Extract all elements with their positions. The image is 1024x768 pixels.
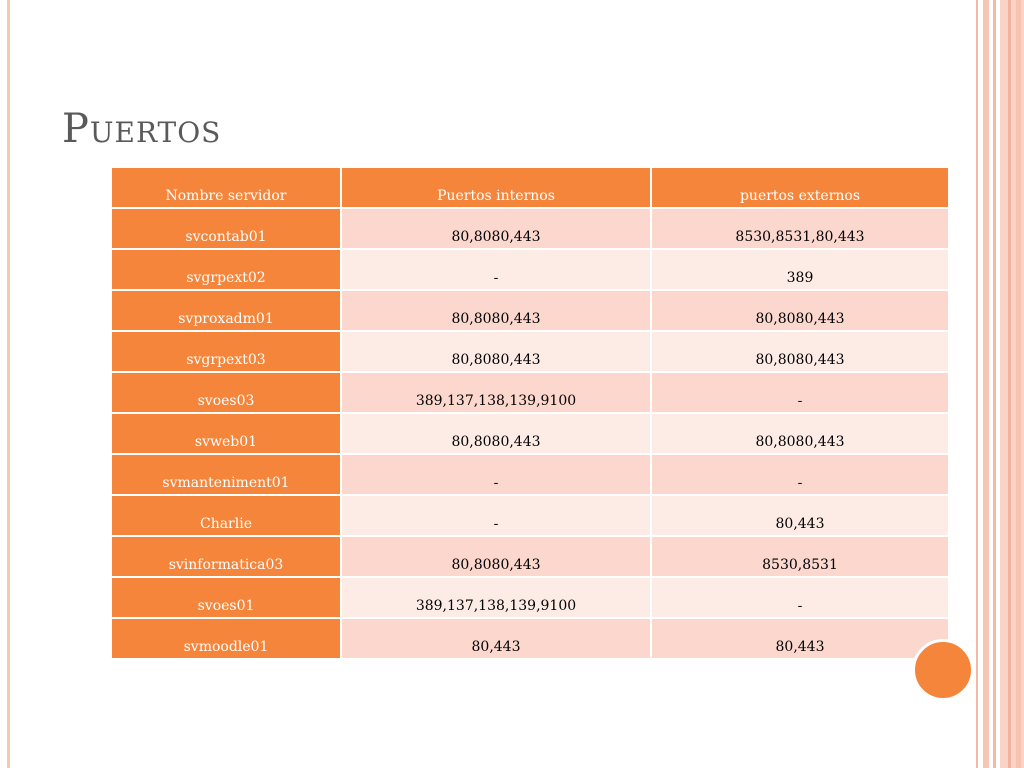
external-ports-cell: 80,8080,443 bbox=[651, 290, 949, 331]
table-row bbox=[111, 208, 949, 249]
internal-ports-cell: - bbox=[341, 249, 651, 290]
right-decorative-line bbox=[1016, 0, 1021, 768]
external-ports-cell: 389 bbox=[651, 249, 949, 290]
internal-ports-cell: 389,137,138,139,9100 bbox=[341, 577, 651, 618]
internal-ports-cell: - bbox=[341, 454, 651, 495]
slide-title: Puertos bbox=[62, 106, 222, 152]
internal-ports-cell: 80,8080,443 bbox=[341, 536, 651, 577]
external-ports-cell: 8530,8531,80,443 bbox=[651, 208, 949, 249]
right-decorative-line bbox=[983, 0, 989, 768]
server-name-cell: svmoodle01 bbox=[111, 618, 341, 659]
internal-ports-cell: 80,443 bbox=[341, 618, 651, 659]
external-ports-cell: 80,443 bbox=[651, 495, 949, 536]
server-name-cell: svweb01 bbox=[111, 413, 341, 454]
server-name-cell: svinformatica03 bbox=[111, 536, 341, 577]
server-name-cell: svgrpext02 bbox=[111, 249, 341, 290]
right-decorative-line bbox=[976, 0, 978, 768]
server-name-cell: svmanteniment01 bbox=[111, 454, 341, 495]
server-name-cell: svoes01 bbox=[111, 577, 341, 618]
internal-ports-cell: 80,8080,443 bbox=[341, 208, 651, 249]
header-server-name: Nombre servidor bbox=[111, 167, 341, 208]
external-ports-cell: 80,443 bbox=[651, 618, 949, 659]
table-row bbox=[111, 249, 949, 290]
right-decorative-line bbox=[993, 0, 996, 768]
external-ports-cell: - bbox=[651, 577, 949, 618]
table-row bbox=[111, 290, 949, 331]
internal-ports-cell: - bbox=[341, 495, 651, 536]
header-internal-ports: Puertos internos bbox=[341, 167, 651, 208]
table-row bbox=[111, 495, 949, 536]
table-row bbox=[111, 577, 949, 618]
table-row bbox=[111, 413, 949, 454]
header-external-ports: puertos externos bbox=[651, 167, 949, 208]
server-name-cell: svcontab01 bbox=[111, 208, 341, 249]
ports-table bbox=[110, 166, 950, 660]
server-name-cell: svproxadm01 bbox=[111, 290, 341, 331]
external-ports-cell: 80,8080,443 bbox=[651, 331, 949, 372]
internal-ports-cell: 80,8080,443 bbox=[341, 290, 651, 331]
decorative-orange-circle bbox=[912, 639, 974, 701]
external-ports-cell: - bbox=[651, 454, 949, 495]
left-decorative-line bbox=[7, 0, 10, 768]
table-row bbox=[111, 454, 949, 495]
internal-ports-cell: 80,8080,443 bbox=[341, 413, 651, 454]
table-row bbox=[111, 331, 949, 372]
external-ports-cell: - bbox=[651, 372, 949, 413]
external-ports-cell: 8530,8531 bbox=[651, 536, 949, 577]
table-row bbox=[111, 536, 949, 577]
right-decorative-line bbox=[1008, 0, 1011, 768]
server-name-cell: Charlie bbox=[111, 495, 341, 536]
server-name-cell: svgrpext03 bbox=[111, 331, 341, 372]
server-name-cell: svoes03 bbox=[111, 372, 341, 413]
external-ports-cell: 80,8080,443 bbox=[651, 413, 949, 454]
internal-ports-cell: 389,137,138,139,9100 bbox=[341, 372, 651, 413]
table-row bbox=[111, 372, 949, 413]
table-header-row bbox=[111, 167, 949, 208]
table-row bbox=[111, 618, 949, 659]
internal-ports-cell: 80,8080,443 bbox=[341, 331, 651, 372]
